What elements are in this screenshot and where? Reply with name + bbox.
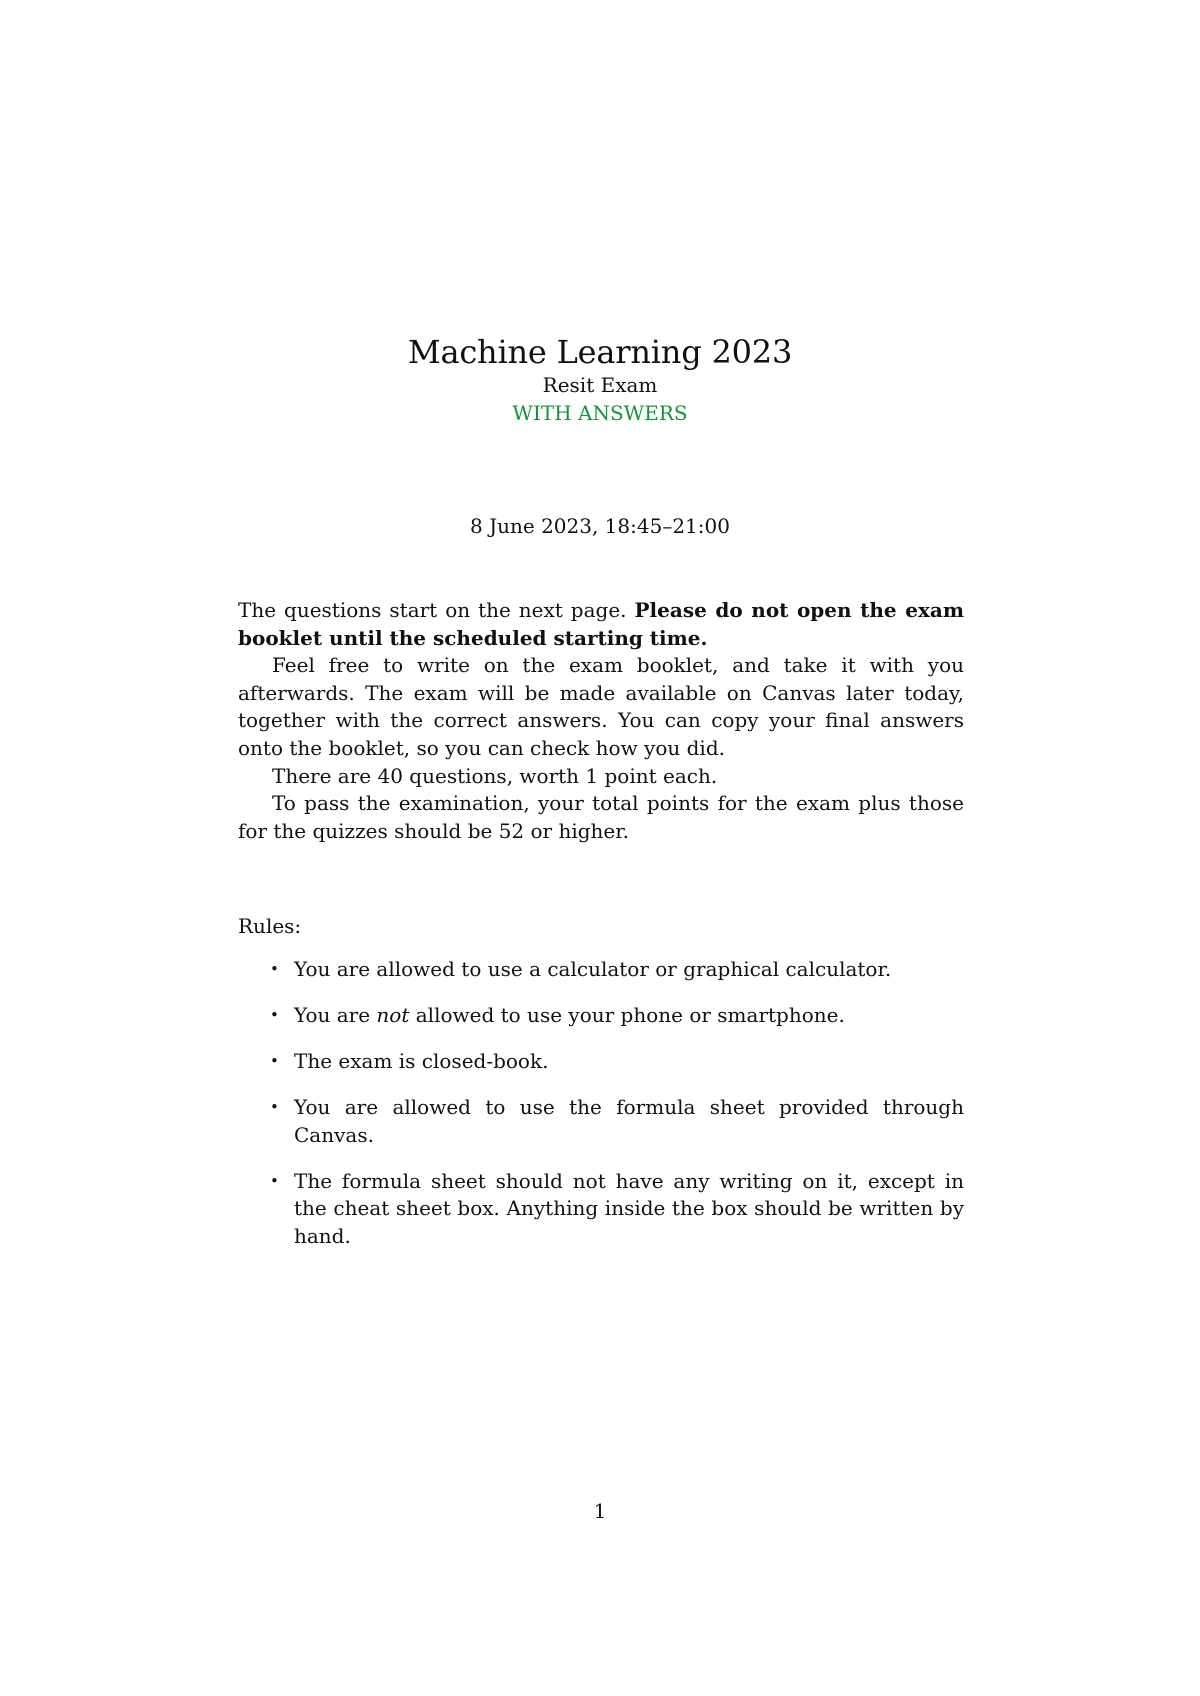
rule-item	[238, 956, 964, 984]
instructions-p1-bold: Please do not open the exam booklet until the scheduled starting time.	[238, 598, 964, 650]
bullet-icon: •	[270, 1171, 279, 1190]
rule-item	[238, 1002, 964, 1030]
rule-text-post: allowed to use your phone or smartphone.	[409, 1002, 845, 1027]
rule-text-pre: You are	[294, 1002, 377, 1027]
instructions-paragraph-2: Feel free to write on the exam booklet, and take it with you afterwards. The exam will be made available on Canvas later today, together with the correct answers. You can copy your final answers onto the booklet, so you can check how you did.	[238, 653, 964, 760]
instructions-p1-plain: The questions start on the next page.	[238, 598, 635, 622]
bullet-icon: •	[270, 1097, 279, 1116]
rules-heading: Rules:	[238, 914, 302, 938]
rule-text: You are allowed to use a calculator or graphical calculator.	[294, 957, 892, 981]
rule-item	[238, 1048, 964, 1076]
rule-item	[238, 1094, 964, 1149]
exam-subtitle: Resit Exam	[542, 373, 658, 397]
bullet-icon: •	[270, 1051, 279, 1070]
bullet-icon: •	[270, 960, 279, 978]
title-block	[0, 332, 1200, 428]
instructions	[238, 597, 964, 845]
instructions-paragraph-3: There are 40 questions, worth 1 point each.	[272, 763, 718, 788]
exam-title: Machine Learning 2023	[407, 333, 793, 371]
page-number: 1	[593, 1499, 607, 1523]
exam-date: 8 June 2023, 18:45–21:00	[470, 514, 730, 538]
answers-tag: WITH ANSWERS	[512, 401, 688, 425]
rule-text: You are allowed to use the formula sheet provided through Canvas.	[294, 1094, 964, 1147]
rule-item	[238, 1168, 964, 1251]
bullet-icon: •	[270, 1005, 279, 1024]
instructions-paragraph-1	[238, 597, 964, 652]
rule-text-emphasis: not	[376, 1002, 410, 1027]
instructions-paragraph-4: To pass the examination, your total points for the exam plus those for the quizzes should be 52 or higher.	[238, 791, 964, 843]
rule-text: The formula sheet should not have any writing on it, except in the cheat sheet box. Anything inside the box should be written by hand.	[294, 1168, 964, 1248]
rule-text: The exam is closed-book.	[294, 1048, 549, 1073]
rules-list	[238, 956, 964, 1269]
